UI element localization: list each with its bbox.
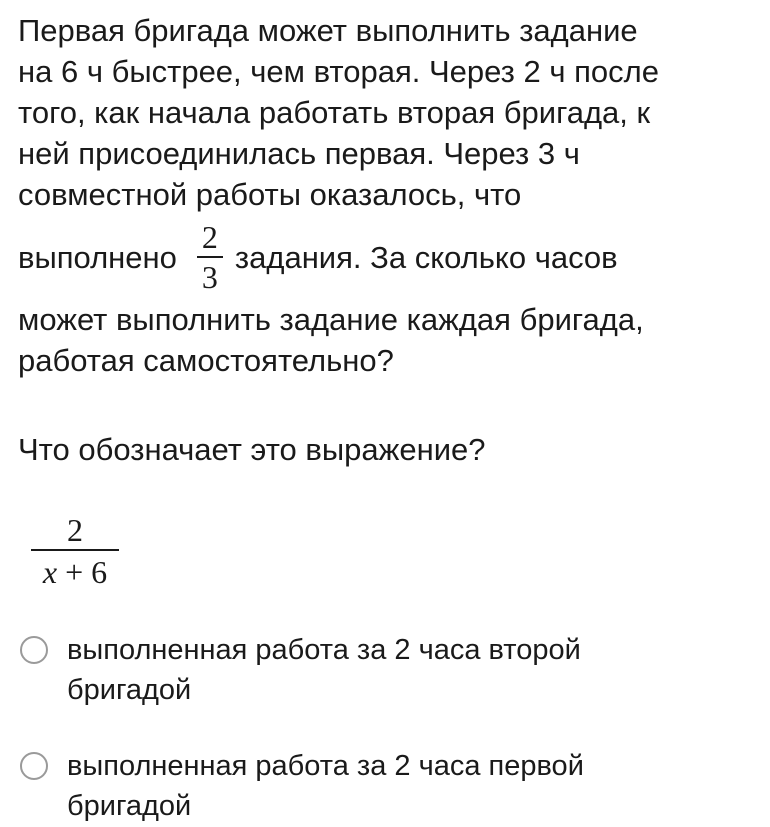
expression-variable: x <box>42 554 58 590</box>
problem-text <box>18 10 758 381</box>
radio-button-icon[interactable] <box>20 636 48 664</box>
fraction-two-thirds <box>197 220 223 294</box>
answer-option-1[interactable] <box>20 630 667 710</box>
fraction-bar <box>197 256 223 258</box>
question-text: Что обозначает это выражение? <box>18 432 486 467</box>
expression-numerator: 2 <box>67 512 83 548</box>
problem-line: ней присоединилась первая. Через 3 ч <box>18 136 580 171</box>
expression-denominator <box>43 555 107 589</box>
problem-text-after-fraction: задания. За сколько часов <box>234 239 618 275</box>
problem-line: может выполнить задание каждая бригада, <box>18 302 644 337</box>
answer-option-label[interactable]: выполненная работа за 2 часа второй бригадой <box>67 634 581 706</box>
expression-fraction-bar <box>31 549 119 551</box>
fraction-numerator: 2 <box>201 219 218 255</box>
problem-fraction-line <box>18 215 758 299</box>
expression-fraction <box>30 513 120 589</box>
problem-line: Первая бригада может выполнить задание <box>18 13 638 48</box>
problem-text-before-fraction: выполнено <box>18 239 177 275</box>
expression-denominator-rest: + 6 <box>57 554 108 590</box>
problem-line: совместной работы оказалось, что <box>18 177 522 212</box>
answer-option-label[interactable]: выполненная работа за 2 часа первой бригадой <box>67 750 584 822</box>
answer-option-2[interactable] <box>20 746 667 826</box>
problem-line: на 6 ч быстрее, чем вторая. Через 2 ч после <box>18 54 659 89</box>
problem-line: того, как начала работать вторая бригада, к <box>18 95 651 130</box>
fraction-denominator: 3 <box>201 259 218 295</box>
radio-button-icon[interactable] <box>20 752 48 780</box>
problem-line: работая самостоятельно? <box>18 343 394 378</box>
